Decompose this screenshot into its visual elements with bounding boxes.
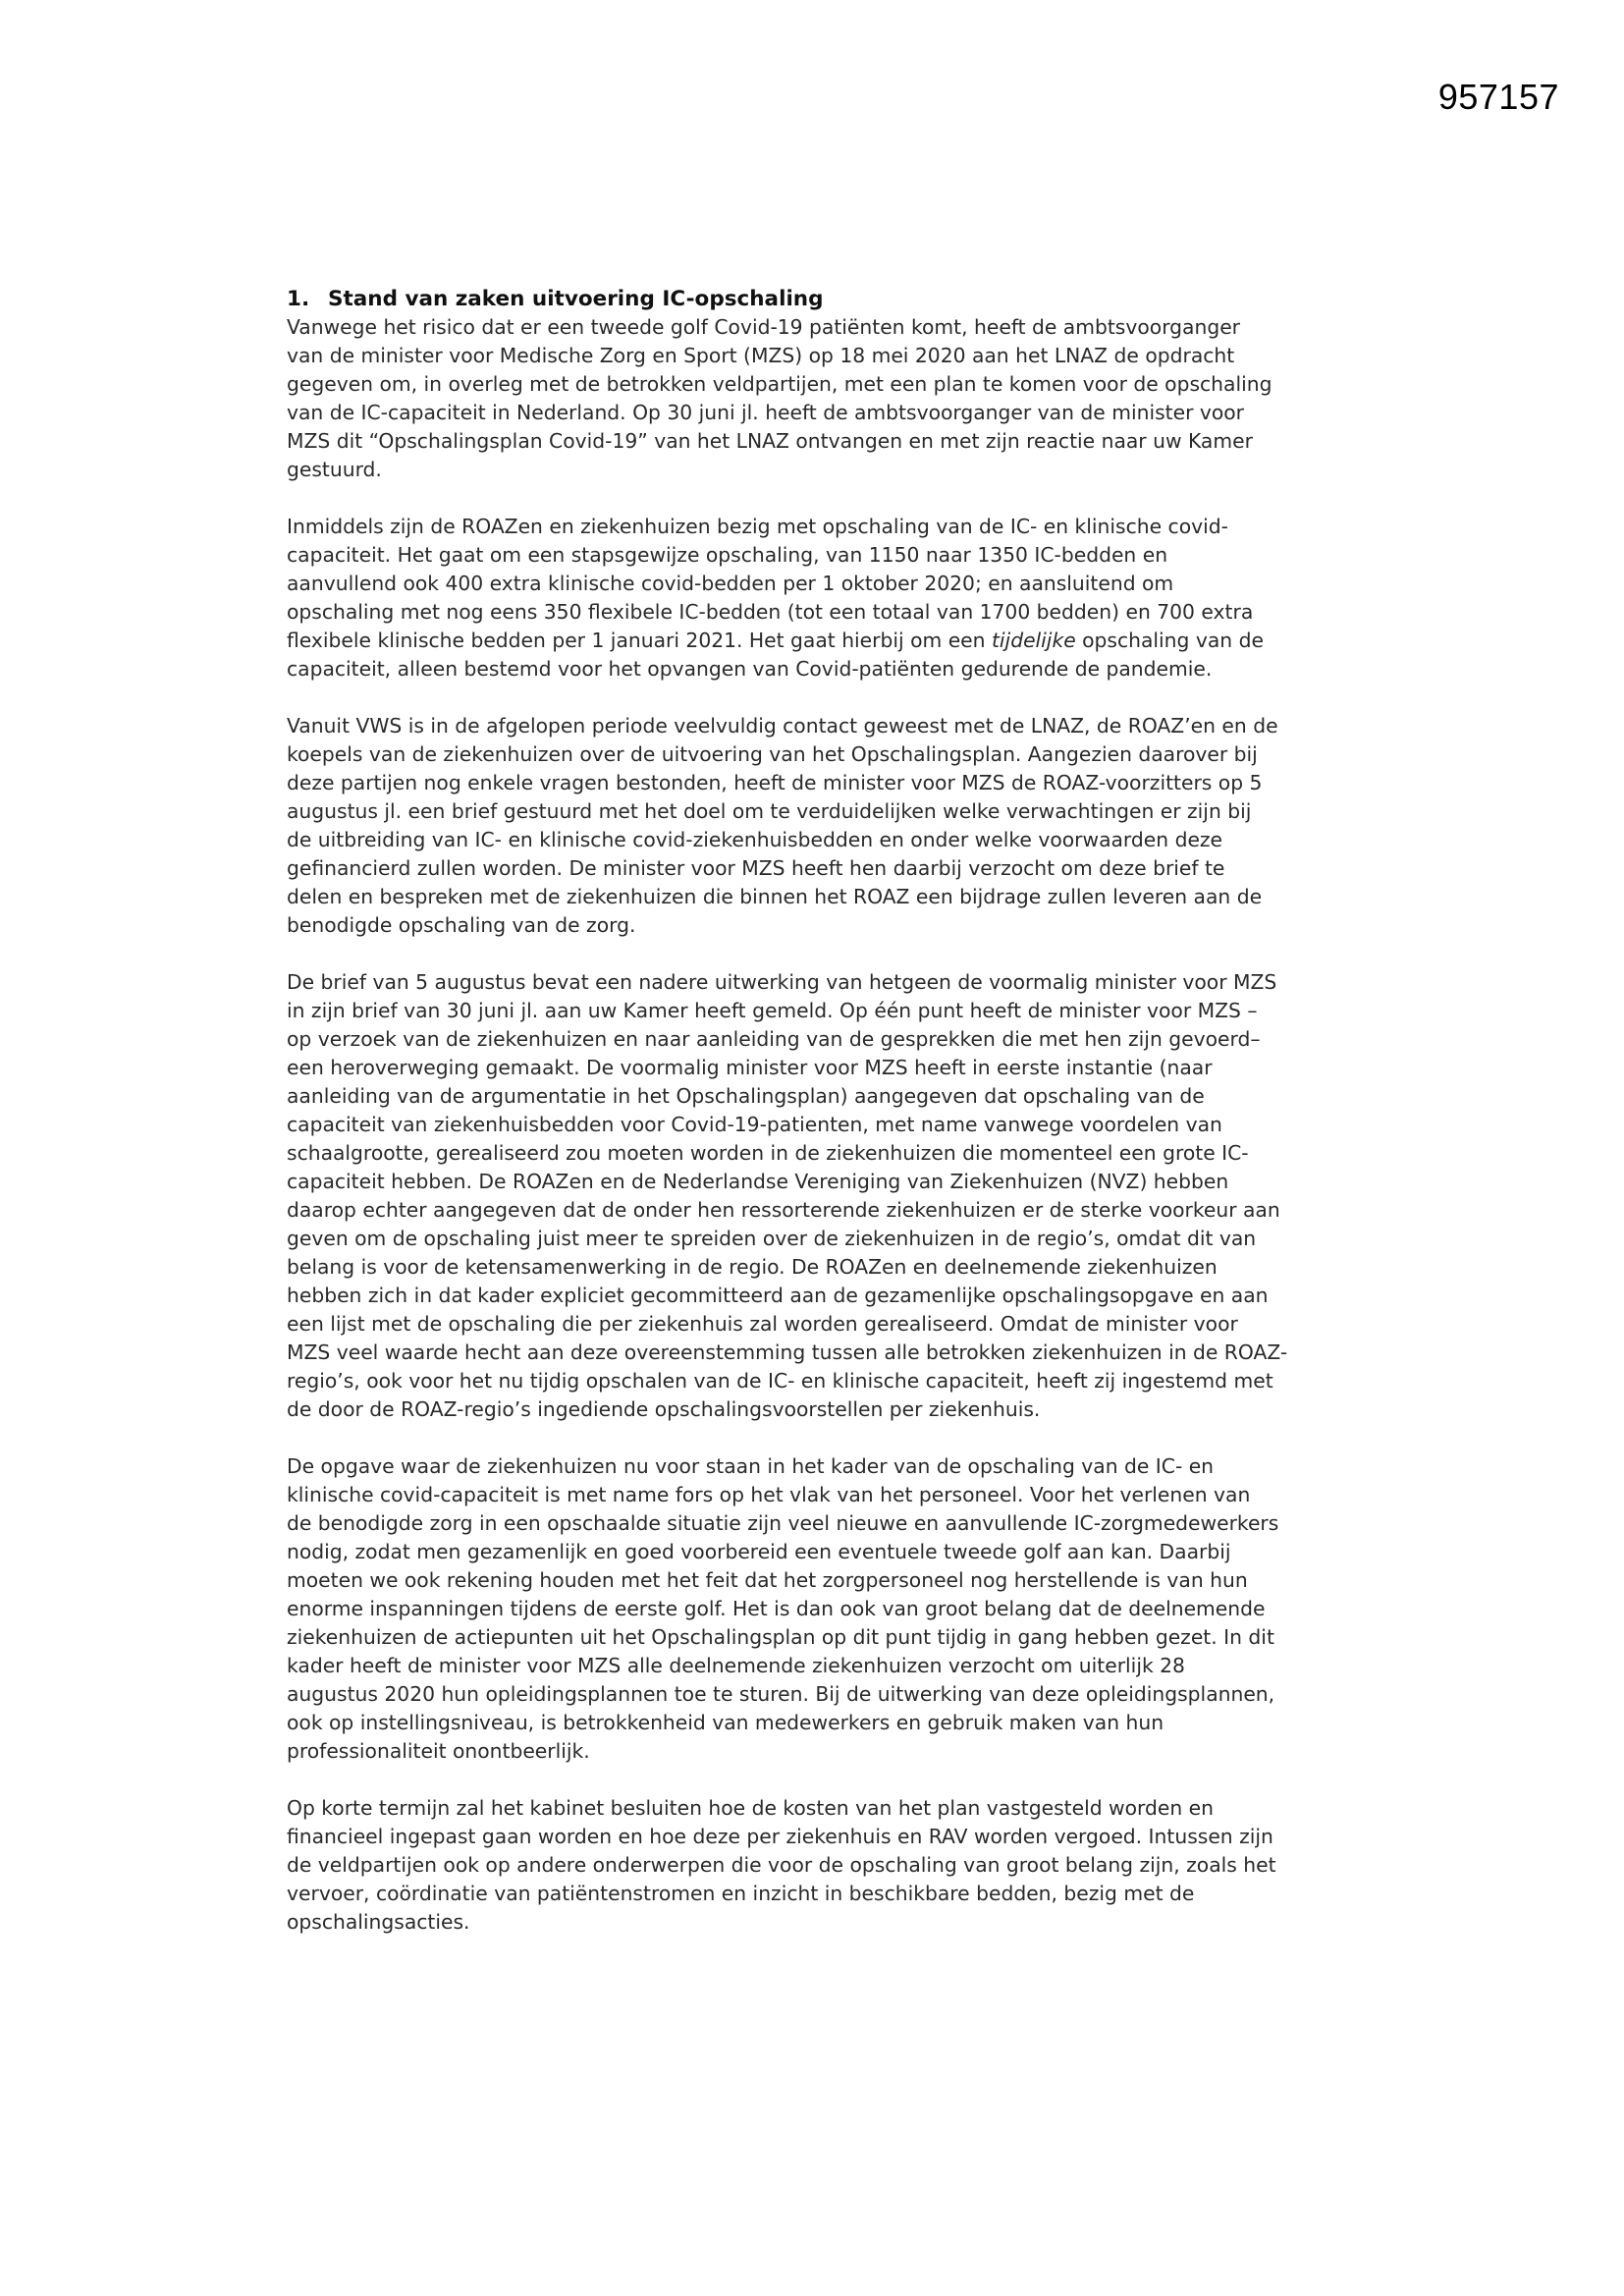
text-line: MZS veel waarde hecht aan deze overeenstemming tussen alle betrokken ziekenhuizen in de ROAZ- bbox=[287, 1340, 1288, 1364]
text-line: kader heeft de minister voor MZS alle deelnemende ziekenhuizen verzocht om uiterlijk 28 bbox=[287, 1654, 1185, 1677]
text-line: Inmiddels zijn de ROAZen en ziekenhuizen bezig met opschaling van de IC- en klinische covid- bbox=[287, 515, 1228, 538]
text-line: opschalingsacties. bbox=[287, 1910, 470, 1934]
text-line: koepels van de ziekenhuizen over de uitvoering van het Opschalingsplan. Aangezien daarover bij bbox=[287, 742, 1258, 766]
text-line: op verzoek van de ziekenhuizen en naar aanleiding van de gesprekken die met hen zijn gevoerd– bbox=[287, 1027, 1261, 1051]
text-line: de door de ROAZ-regio’s ingediende opschalingsvoorstellen per ziekenhuis. bbox=[287, 1397, 1041, 1421]
text-line: ook op instellingsniveau, is betrokkenheid van medewerkers en gebruik maken van hun bbox=[287, 1711, 1164, 1734]
text-line: opschaling met nog eens 350 flexibele IC-bedden (tot een totaal van 1700 bedden) en 700 extra bbox=[287, 600, 1254, 624]
text-line: delen en bespreken met de ziekenhuizen die binnen het ROAZ een bijdrage zullen leveren aan de bbox=[287, 885, 1263, 908]
text-line: aanleiding van de argumentatie in het Opschalingsplan) aangegeven dat opschaling van de bbox=[287, 1084, 1205, 1108]
text-line: augustus jl. een brief gestuurd met het doel om te verduidelijken welke verwachtingen er zijn bij bbox=[287, 799, 1252, 823]
text-line: klinische covid-capaciteit is met name fors op het vlak van het personeel. Voor het verlenen van bbox=[287, 1483, 1251, 1506]
paragraph-2 bbox=[287, 513, 1367, 683]
text-line: een heroverweging gemaakt. De voormalig minister voor MZS heeft in eerste instantie (naar bbox=[287, 1056, 1213, 1079]
text-line: Vanwege het risico dat er een tweede golf Covid-19 patiënten komt, heeft de ambtsvoorganger bbox=[287, 315, 1241, 339]
text-line: Op korte termijn zal het kabinet besluiten hoe de kosten van het plan vastgesteld worden en bbox=[287, 1796, 1215, 1820]
section-heading bbox=[287, 285, 1367, 313]
text-segment: flexibele klinische bedden per 1 januari 2021. Het gaat hierbij om een bbox=[287, 629, 992, 652]
text-line: benodigde opschaling van de zorg. bbox=[287, 913, 636, 937]
text-line: een lijst met de opschaling die per ziekenhuis zal worden gerealiseerd. Omdat de minister voor bbox=[287, 1312, 1238, 1336]
text-line: deze partijen nog enkele vragen bestonden, heeft de minister voor MZS de ROAZ-voorzitters op 5 bbox=[287, 771, 1263, 794]
text-line: van de minister voor Medische Zorg en Sport (MZS) op 18 mei 2020 aan het LNAZ de opdracht bbox=[287, 344, 1235, 367]
text-line: moeten we ook rekening houden met het feit dat het zorgpersoneel nog herstellende is van hun bbox=[287, 1568, 1248, 1592]
page-number: 957157 bbox=[1437, 77, 1559, 117]
paragraph-3 bbox=[287, 712, 1367, 940]
text-line: gegeven om, in overleg met de betrokken veldpartijen, met een plan te komen voor de opschaling bbox=[287, 372, 1272, 396]
text-line: Vanuit VWS is in de afgelopen periode veelvuldig contact geweest met de LNAZ, de ROAZ’en en de bbox=[287, 714, 1278, 738]
text-segment: opschaling van de bbox=[1075, 629, 1264, 652]
text-line: De opgave waar de ziekenhuizen nu voor staan in het kader van de opschaling van de IC- en bbox=[287, 1454, 1215, 1478]
text-line: schaalgrootte, gerealiseerd zou moeten worden in de ziekenhuizen die momenteel een grote IC- bbox=[287, 1141, 1249, 1165]
section-title: Stand van zaken uitvoering IC-opschaling bbox=[328, 287, 824, 311]
text-line: ziekenhuizen de actiepunten uit het Opschalingsplan op dit punt tijdig in gang hebben gezet. In dit bbox=[287, 1625, 1274, 1649]
text-line: de veldpartijen ook op andere onderwerpen die voor de opschaling van groot belang zijn, zoals het bbox=[287, 1853, 1276, 1877]
document-body bbox=[287, 285, 1367, 1965]
text-line: capaciteit van ziekenhuisbedden voor Covid-19-patienten, met name vanwege voordelen van bbox=[287, 1113, 1222, 1136]
text-line: augustus 2020 hun opleidingsplannen toe te sturen. Bij de uitwerking van deze opleidingsplannen, bbox=[287, 1682, 1275, 1706]
text-line: gestuurd. bbox=[287, 458, 382, 481]
text-line: in zijn brief van 30 juni jl. aan uw Kamer heeft gemeld. Op één punt heeft de minister voor MZS – bbox=[287, 999, 1258, 1022]
text-line: nodig, zodat men gezamenlijk en goed voorbereid een eventuele tweede golf aan kan. Daarbij bbox=[287, 1540, 1231, 1563]
text-line: belang is voor de ketensamenwerking in de regio. De ROAZen en deelnemende ziekenhuizen bbox=[287, 1255, 1218, 1279]
text-line: van de IC-capaciteit in Nederland. Op 30 juni jl. heeft de ambtsvoorganger van de minister voor bbox=[287, 401, 1245, 424]
text-line: capaciteit hebben. De ROAZen en de Nederlandse Vereniging van Ziekenhuizen (NVZ) hebben bbox=[287, 1170, 1229, 1193]
text-line: daarop echter aangegeven dat de onder hen ressorterende ziekenhuizen er de sterke voorkeur aan bbox=[287, 1198, 1280, 1222]
paragraph-6 bbox=[287, 1794, 1367, 1937]
text-line: gefinancierd zullen worden. De minister voor MZS heeft hen daarbij verzocht om deze brief te bbox=[287, 856, 1225, 880]
text-line: geven om de opschaling juist meer te spreiden over de ziekenhuizen in de regio’s, omdat dit van bbox=[287, 1227, 1257, 1250]
text-line: hebben zich in dat kader expliciet gecommitteerd aan de gezamenlijke opschalingsopgave en aan bbox=[287, 1284, 1269, 1307]
paragraph-5 bbox=[287, 1452, 1367, 1766]
text-line: enorme inspanningen tijdens de eerste golf. Het is dan ook van groot belang dat de deelnemende bbox=[287, 1597, 1266, 1620]
paragraph-1 bbox=[287, 313, 1367, 484]
text-line: financieel ingepast gaan worden en hoe deze per ziekenhuis en RAV worden vergoed. Intussen zijn bbox=[287, 1825, 1273, 1848]
text-line bbox=[287, 627, 1367, 655]
text-line: professionaliteit onontbeerlijk. bbox=[287, 1739, 590, 1763]
text-line: de benodigde zorg in een opschaalde situatie zijn veel nieuwe en aanvullende IC-zorgmedewerkers bbox=[287, 1511, 1279, 1535]
section-number: 1. bbox=[287, 287, 310, 311]
paragraph-4 bbox=[287, 968, 1367, 1424]
text-line: aanvullend ook 400 extra klinische covid-bedden per 1 oktober 2020; en aansluitend om bbox=[287, 572, 1174, 595]
text-line: vervoer, coördinatie van patiëntenstromen en inzicht in beschikbare bedden, bezig met de bbox=[287, 1882, 1195, 1905]
text-line: MZS dit “Opschalingsplan Covid-19” van het LNAZ ontvangen en met zijn reactie naar uw Kamer bbox=[287, 429, 1253, 453]
text-line: capaciteit. Het gaat om een stapsgewijze opschaling, van 1150 naar 1350 IC-bedden en bbox=[287, 543, 1168, 567]
text-line: De brief van 5 augustus bevat een nadere uitwerking van hetgeen de voormalig minister voor MZS bbox=[287, 970, 1277, 994]
text-line: capaciteit, alleen bestemd voor het opvangen van Covid-patiënten gedurende de pandemie. bbox=[287, 657, 1213, 681]
italic-word: tijdelijke bbox=[991, 629, 1076, 652]
text-line: regio’s, ook voor het nu tijdig opschalen van de IC- en klinische capaciteit, heeft zij ingestemd met bbox=[287, 1369, 1273, 1393]
text-line: de uitbreiding van IC- en klinische covid-ziekenhuisbedden en onder welke voorwaarden deze bbox=[287, 828, 1223, 851]
